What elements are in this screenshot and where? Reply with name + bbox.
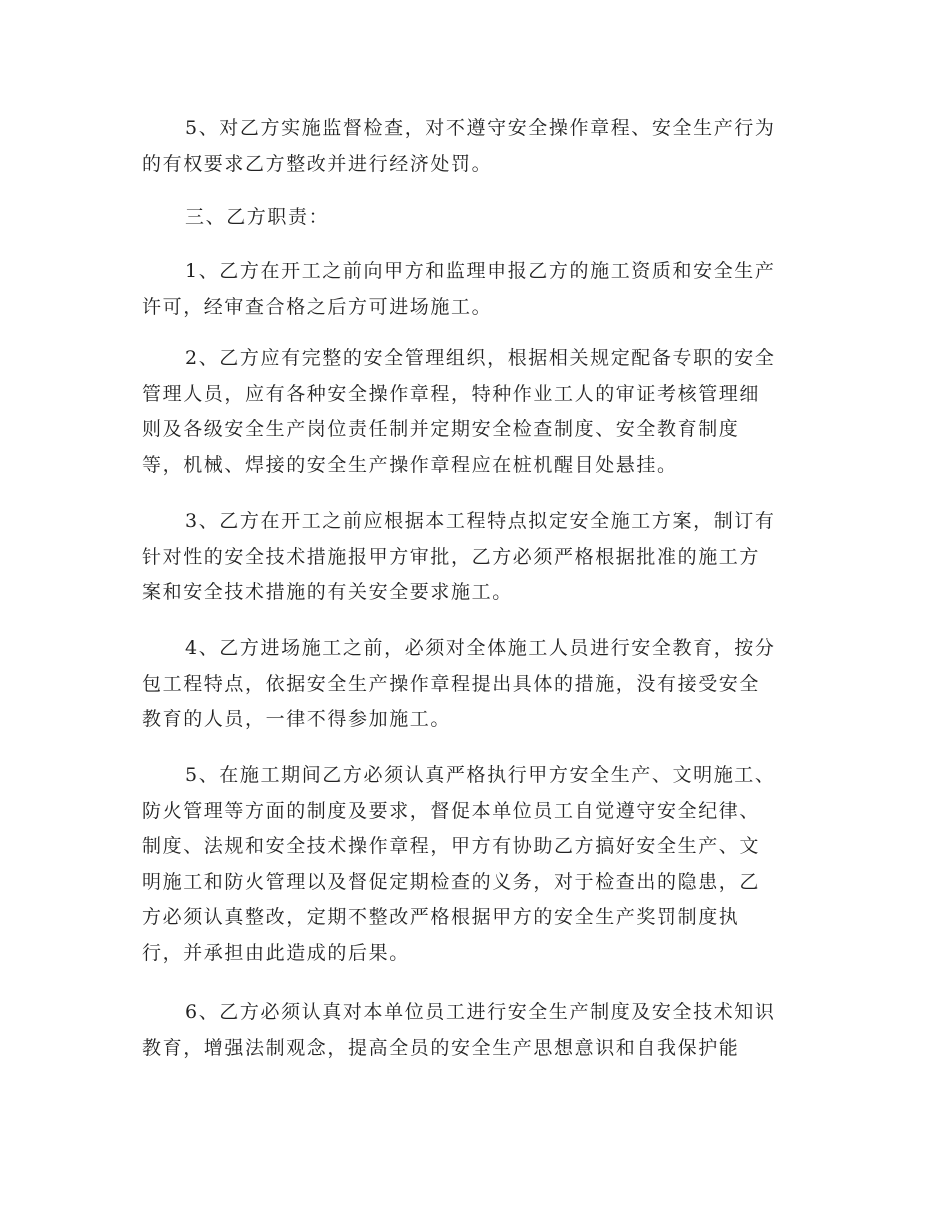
text-line: 3、乙方在开工之前应根据本工程特点拟定安全施工方案，制订有: [185, 510, 776, 532]
text-line: 的有权要求乙方整改并进行经济处罚。: [142, 152, 493, 175]
text-line: 则及各级安全生产岗位责任制并定期安全检查制度、安全教育制度: [142, 418, 740, 440]
paragraph-supervision: [142, 111, 822, 182]
text-line: 教育的人员，一律不得参加施工。: [142, 708, 452, 730]
text-line: 制度、法规和安全技术操作章程，甲方有协助乙方搞好安全生产、文: [142, 835, 761, 857]
text-line: 防火管理等方面的制度及要求，督促本单位员工自觉遵守安全纪律、: [142, 799, 761, 822]
text-line: 方必须认真整改，定期不整改严格根据甲方的安全生产奖罚制度执: [142, 906, 740, 928]
paragraph-item-3: [142, 504, 822, 611]
paragraph-item-4: [142, 631, 822, 738]
text-line: 许可，经审查合格之后方可进场施工。: [142, 295, 493, 318]
text-line: 1、乙方在开工之前向甲方和监理申报乙方的施工资质和安全生产: [185, 260, 776, 282]
text-line: 案和安全技术措施的有关安全要求施工。: [142, 581, 513, 603]
section-heading-text: 三、乙方职责：: [185, 206, 330, 228]
text-line: 6、乙方必须认真对本单位员工进行安全生产制度及安全技术知识: [185, 1001, 776, 1023]
text-line: 5、在施工期间乙方必须认真严格执行甲方安全生产、文明施工、: [185, 764, 776, 786]
text-line: 等，机械、焊接的安全生产操作章程应在桩机醒目处悬挂。: [142, 453, 678, 476]
text-line: 管理人员，应有各种安全操作章程，特种作业工人的审证考核管理细: [142, 382, 761, 405]
text-line: 包工程特点，依据安全生产操作章程提出具体的措施，没有接受安全: [142, 672, 761, 695]
paragraph-item-2: [142, 341, 822, 483]
text-line: 行，并承担由此造成的后果。: [142, 941, 410, 964]
text-line: 5、对乙方实施监督检查，对不遵守安全操作章程、安全生产行为: [185, 117, 776, 139]
paragraph-item-1: [142, 254, 822, 325]
text-line: 教育，增强法制观念，提高全员的安全生产思想意识和自我保护能: [142, 1036, 740, 1059]
text-line: 4、乙方进场施工之前，必须对全体施工人员进行安全教育，按分: [185, 637, 776, 659]
section-heading: [142, 200, 822, 236]
text-line: 针对性的安全技术措施报甲方审批，乙方必须严格根据批准的施工方: [142, 545, 761, 568]
paragraph-item-6: [142, 995, 822, 1066]
paragraph-item-5: [142, 758, 822, 971]
text-line: 2、乙方应有完整的安全管理组织，根据相关规定配备专职的安全: [185, 347, 776, 369]
text-line: 明施工和防火管理以及督促定期检查的义务，对于检查出的隐患，乙: [142, 870, 761, 893]
